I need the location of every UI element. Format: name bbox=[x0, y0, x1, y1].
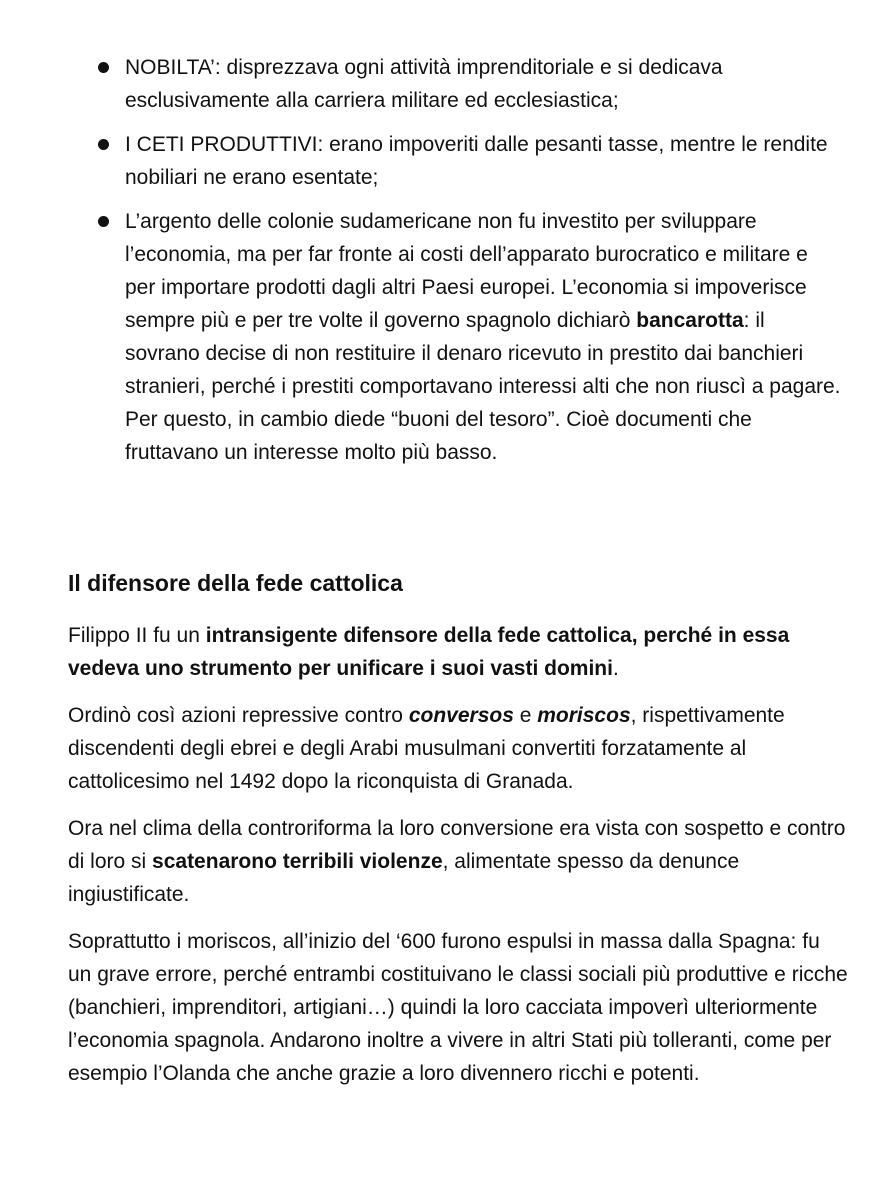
paragraph bbox=[68, 812, 848, 911]
paragraph-text: , rispettivamente discendenti degli ebrei e degli Arabi musulmani convertiti forzatamente al cattolicesimo nel 1492 dopo la riconquista di Granada. bbox=[68, 704, 785, 793]
paragraph-text: Filippo II fu un bbox=[68, 624, 206, 647]
paragraph-text: , alimentate spesso da denunce ingiustificate. bbox=[68, 850, 740, 906]
paragraph-text: Ordinò così azioni repressive contro bbox=[68, 704, 409, 727]
bullet-icon bbox=[98, 139, 109, 150]
bullet-text: : il sovrano decise di non restituire il denaro ricevuto in prestito dai banchieri stranieri, perché i prestiti comportavano interessi alti che non riuscì a pagare. Per questo, in cambio diede “buoni del tesoro”. Cioè documenti che fruttavano un interesse molto più basso. bbox=[125, 309, 841, 464]
paragraph-text: Soprattutto i moriscos, all’inizio del ‘600 furono espulsi in massa dalla Spagna: fu un grave errore, perché entrambi costituivano le classi sociali più produttive e ricche (banchieri, imprenditori, artigiani…) quindi la loro cacciata impoverì ulteriormente l’economia spagnola. Andarono inoltre a vivere in altri Stati più tolleranti, come per esempio l’Olanda che anche grazie a loro divennero ricchi e potenti. bbox=[68, 930, 848, 1085]
list-item bbox=[0, 128, 871, 194]
bullet-text: NOBILTA’: disprezzava ogni attività imprenditoriale e si dedicava esclusivamente alla carriera militare ed ecclesiastica; bbox=[125, 56, 723, 112]
paragraph-text: . bbox=[612, 657, 619, 680]
bullet-text: I CETI PRODUTTIVI: erano impoveriti dalle pesanti tasse, mentre le rendite nobiliari ne erano esentate; bbox=[125, 133, 828, 189]
paragraph-text: Ora nel clima della controriforma la loro conversione era vista con sospetto e contro di loro si bbox=[68, 817, 846, 873]
bullet-icon bbox=[98, 216, 109, 227]
bold-term: bancarotta bbox=[636, 309, 744, 332]
bold-italic-term: conversos bbox=[408, 704, 514, 727]
paragraph bbox=[68, 699, 848, 798]
bold-text: intransigente difensore della fede cattolica, perché in essa vedeva uno strumento per unificare i suoi vasti domini bbox=[68, 624, 790, 680]
list-item bbox=[0, 51, 871, 117]
bullet-icon bbox=[98, 62, 109, 73]
paragraph-text: e bbox=[513, 704, 538, 727]
list-item bbox=[0, 205, 871, 469]
bullet-text: L’argento delle colonie sudamericane non fu investito per sviluppare l’economia, ma per far fronte ai costi dell’apparato burocratico e militare e per importare prodotti dagli altri Paesi europei. L’economia si impoverisce sempre più e per tre volte il governo spagnolo dichiarò bbox=[125, 210, 808, 332]
bold-text: scatenarono terribili violenze bbox=[152, 850, 443, 873]
paragraph bbox=[68, 619, 848, 685]
section-heading: Il difensore della fede cattolica bbox=[68, 570, 403, 596]
paragraph bbox=[68, 925, 848, 1090]
bold-italic-term: moriscos bbox=[537, 704, 631, 727]
bullet-list bbox=[0, 51, 871, 480]
section bbox=[68, 566, 848, 1104]
